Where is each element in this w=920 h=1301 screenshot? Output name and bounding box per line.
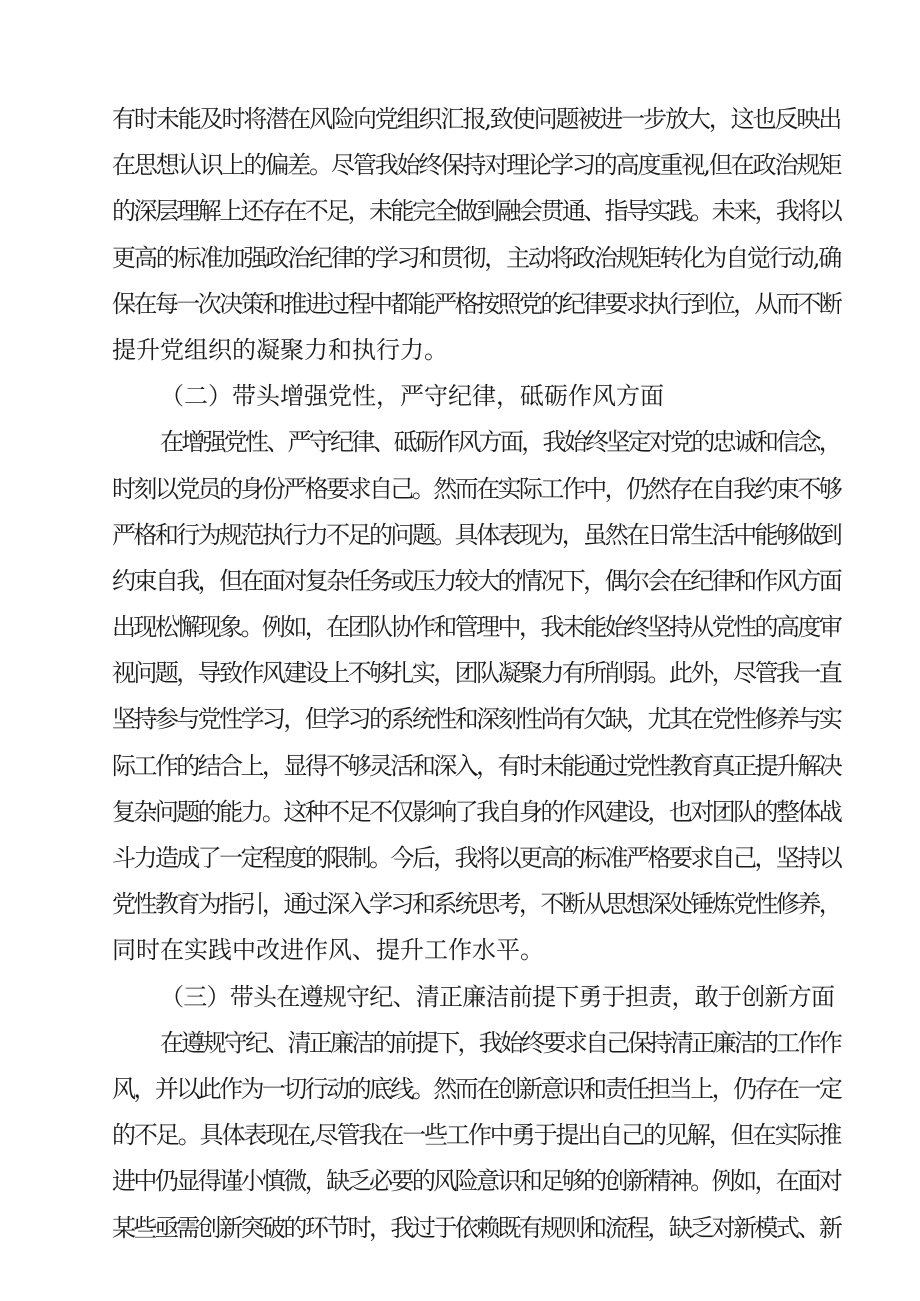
text-line: 某些亟需创新突破的环节时，我过于依赖既有规则和流程，缺乏对新模式、新: [112, 1213, 840, 1242]
text-line: 的深层理解上还存在不足，未能完全做到融会贯通、指导实践。未来，我将以: [112, 197, 840, 226]
text-line: 更高的标准加强政治纪律的学习和贯彻，主动将政治规矩转化为自觉行动,确: [112, 243, 840, 272]
text-line: 提升党组织的凝聚力和执行力。: [112, 335, 448, 364]
text-line: 在遵规守纪、清正廉洁的前提下，我始终要求自己保持清正廉洁的工作作: [160, 1028, 840, 1057]
text-line: 复杂问题的能力。这种不足不仅影响了我自身的作风建设，也对团队的整体战: [112, 797, 840, 826]
text-line: 在增强党性、严守纪律、砥砺作风方面，我始终坚定对党的忠诚和信念，: [160, 428, 840, 457]
text-line: 斗力造成了一定程度的限制。今后，我将以更高的标准严格要求自己，坚持以: [112, 844, 840, 872]
text-line: 际工作的结合上，显得不够灵活和深入，有时未能通过党性教育真正提升解决: [112, 751, 840, 780]
text-line: 有时未能及时将潜在风险向党组织汇报,致使问题被进一步放大，这也反映出: [112, 105, 840, 133]
section-heading: （三）带头在遵规守纪、清正廉洁前提下勇于担责，敢于创新方面: [160, 982, 835, 1011]
text-line: 约束自我，但在面对复杂任务或压力较大的情况下，偶尔会在纪律和作风方面: [112, 566, 840, 595]
text-line: 时刻以党员的身份严格要求自己。然而在实际工作中，仍然存在自我约束不够: [112, 474, 840, 503]
document-page: [112, 96, 840, 1251]
text-line: 同时在实践中改进作风、提升工作水平。: [112, 936, 544, 965]
text-line: 保在每一次决策和推进过程中都能严格按照党的纪律要求执行到位，从而不断: [112, 289, 840, 318]
text-line: 在思想认识上的偏差。尽管我始终保持对理论学习的高度重视,但在政治规矩: [112, 151, 840, 180]
text-line: 风，并以此作为一切行动的底线。然而在创新意识和责任担当上，仍存在一定: [112, 1074, 840, 1103]
text-line: 出现松懈现象。例如，在团队协作和管理中，我未能始终坚持从党性的高度审: [112, 613, 840, 642]
section-heading: （二）带头增强党性，严守纪律，砥砺作风方面: [160, 382, 664, 411]
text-line: 进中仍显得谨小慎微，缺乏必要的风险意识和足够的创新精神。例如，在面对: [112, 1167, 840, 1196]
text-line: 的不足。具体表现在,尽管我在一些工作中勇于提出自己的见解，但在实际推: [112, 1121, 840, 1150]
text-line: 坚持参与党性学习，但学习的系统性和深刻性尚有欠缺，尤其在党性修养与实: [112, 705, 840, 734]
text-line: 党性教育为指引，通过深入学习和系统思考，不断从思想深处锤炼党性修养，: [112, 890, 840, 919]
text-line: 严格和行为规范执行力不足的问题。具体表现为，虽然在日常生活中能够做到: [112, 520, 840, 549]
text-line: 视问题，导致作风建设上不够扎实，团队凝聚力有所削弱。此外，尽管我一直: [112, 659, 840, 688]
